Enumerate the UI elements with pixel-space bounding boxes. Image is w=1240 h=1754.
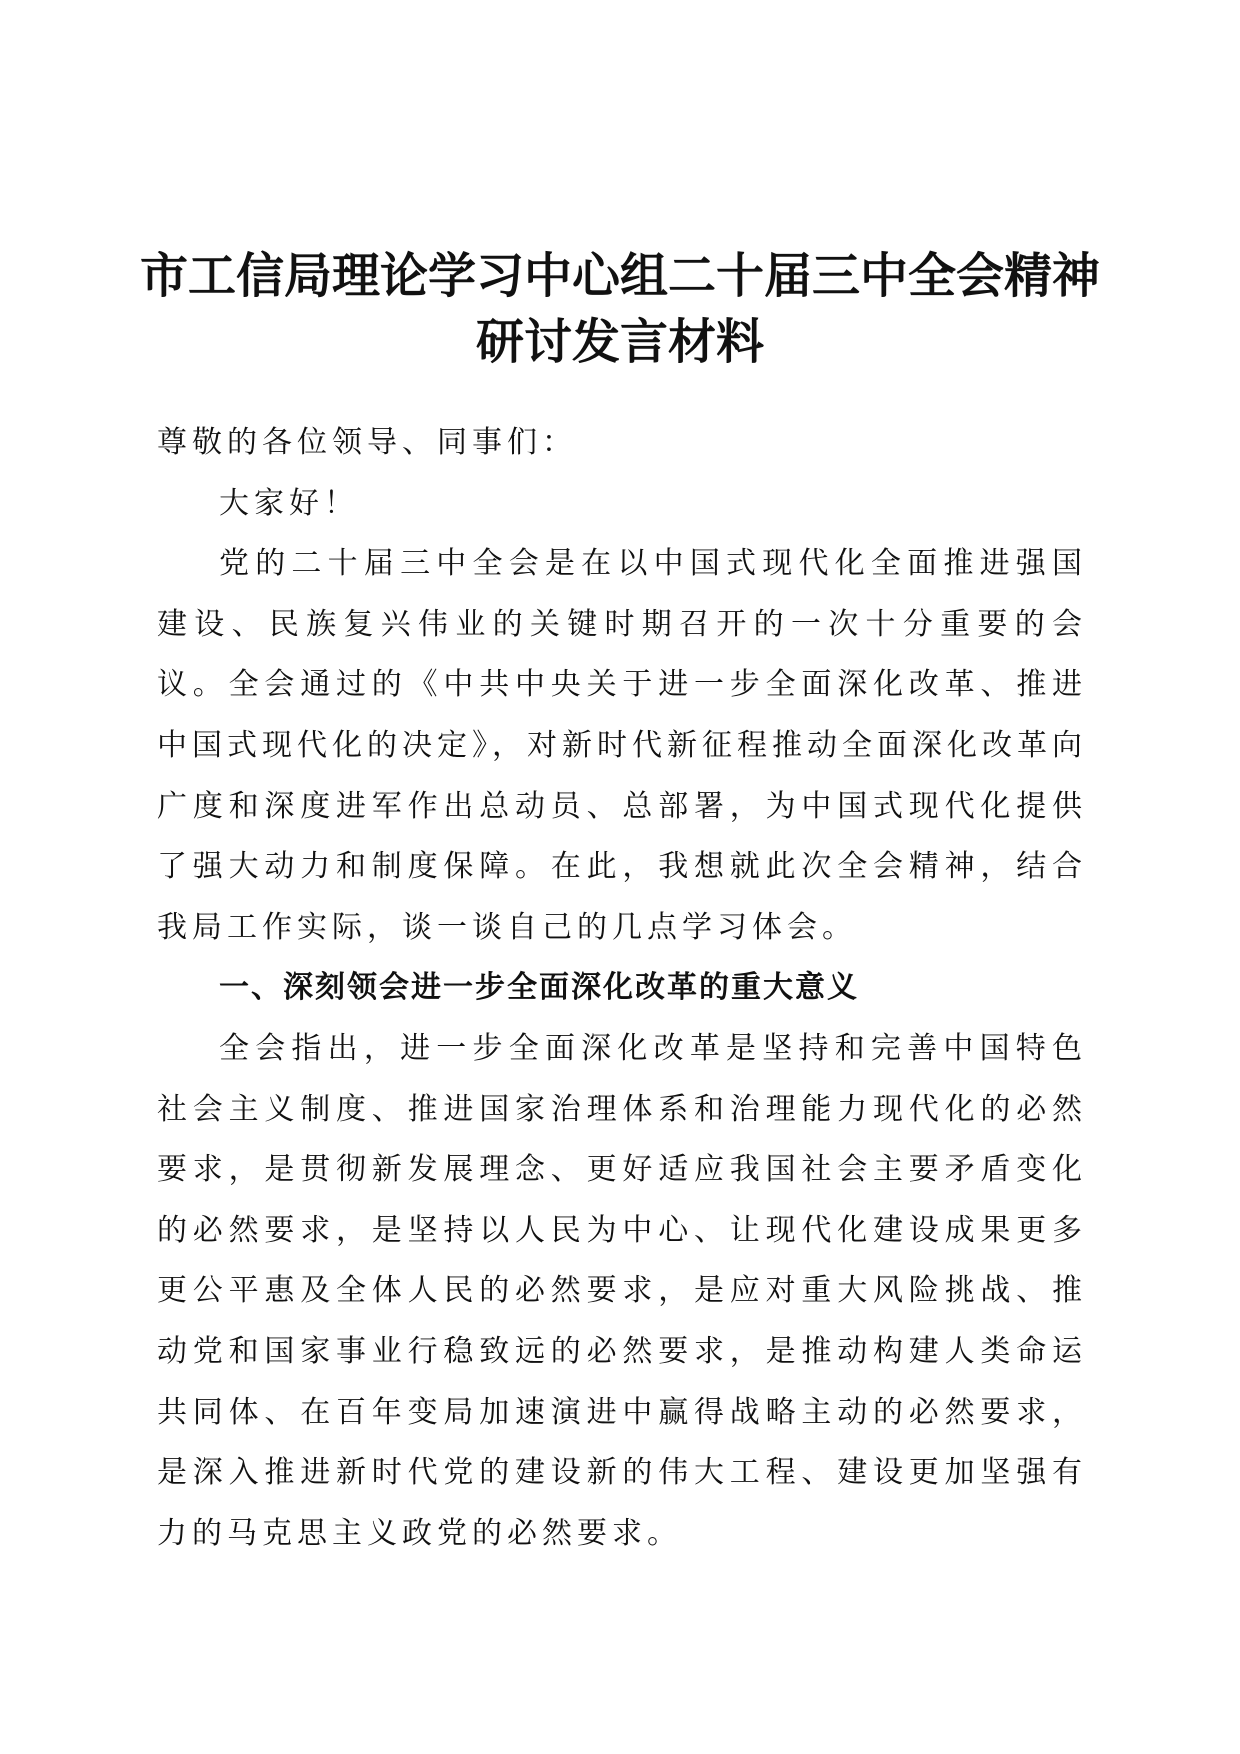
document-body: [157, 413, 1087, 1564]
section-1-paragraph: 全会指出，进一步全面深化改革是坚持和完善中国特色社会主义制度、推进国家治理体系和治理能力现代化的必然要求，是贯彻新发展理念、更好适应我国社会主要矛盾变化的必然要求，是坚持以人民为中心、让现代化建设成果更多更公平惠及全体人民的必然要求，是应对重大风险挑战、推动党和国家事业行稳致远的必然要求，是推动构建人类命运共同体、在百年变局加速演进中赢得战略主动的必然要求，是深入推进新时代党的建设新的伟大工程、建设更加坚强有力的马克思主义政党的必然要求。: [157, 1030, 1087, 1551]
intro-paragraph: 党的二十届三中全会是在以中国式现代化全面推进强国建设、民族复兴伟业的关键时期召开的一次十分重要的会议。全会通过的《中共中央关于进一步全面深化改革、推进中国式现代化的决定》，对新时代新征程推动全面深化改革向广度和深度进军作出总动员、总部署，为中国式现代化提供了强大动力和制度保障。在此，我想就此次全会精神，结合我局工作实际，谈一谈自己的几点学习体会。: [157, 546, 1087, 945]
document-title-line-1: 市工信局理论学习中心组二十届三中全会精神: [139, 248, 1100, 304]
section-1-heading: 一、深刻领会进一步全面深化改革的重大意义: [219, 970, 859, 1006]
document-title-line-2: 研讨发言材料: [475, 314, 764, 370]
greeting: 大家好！: [219, 485, 359, 521]
salutation: 尊敬的各位领导、同事们：: [157, 425, 577, 460]
